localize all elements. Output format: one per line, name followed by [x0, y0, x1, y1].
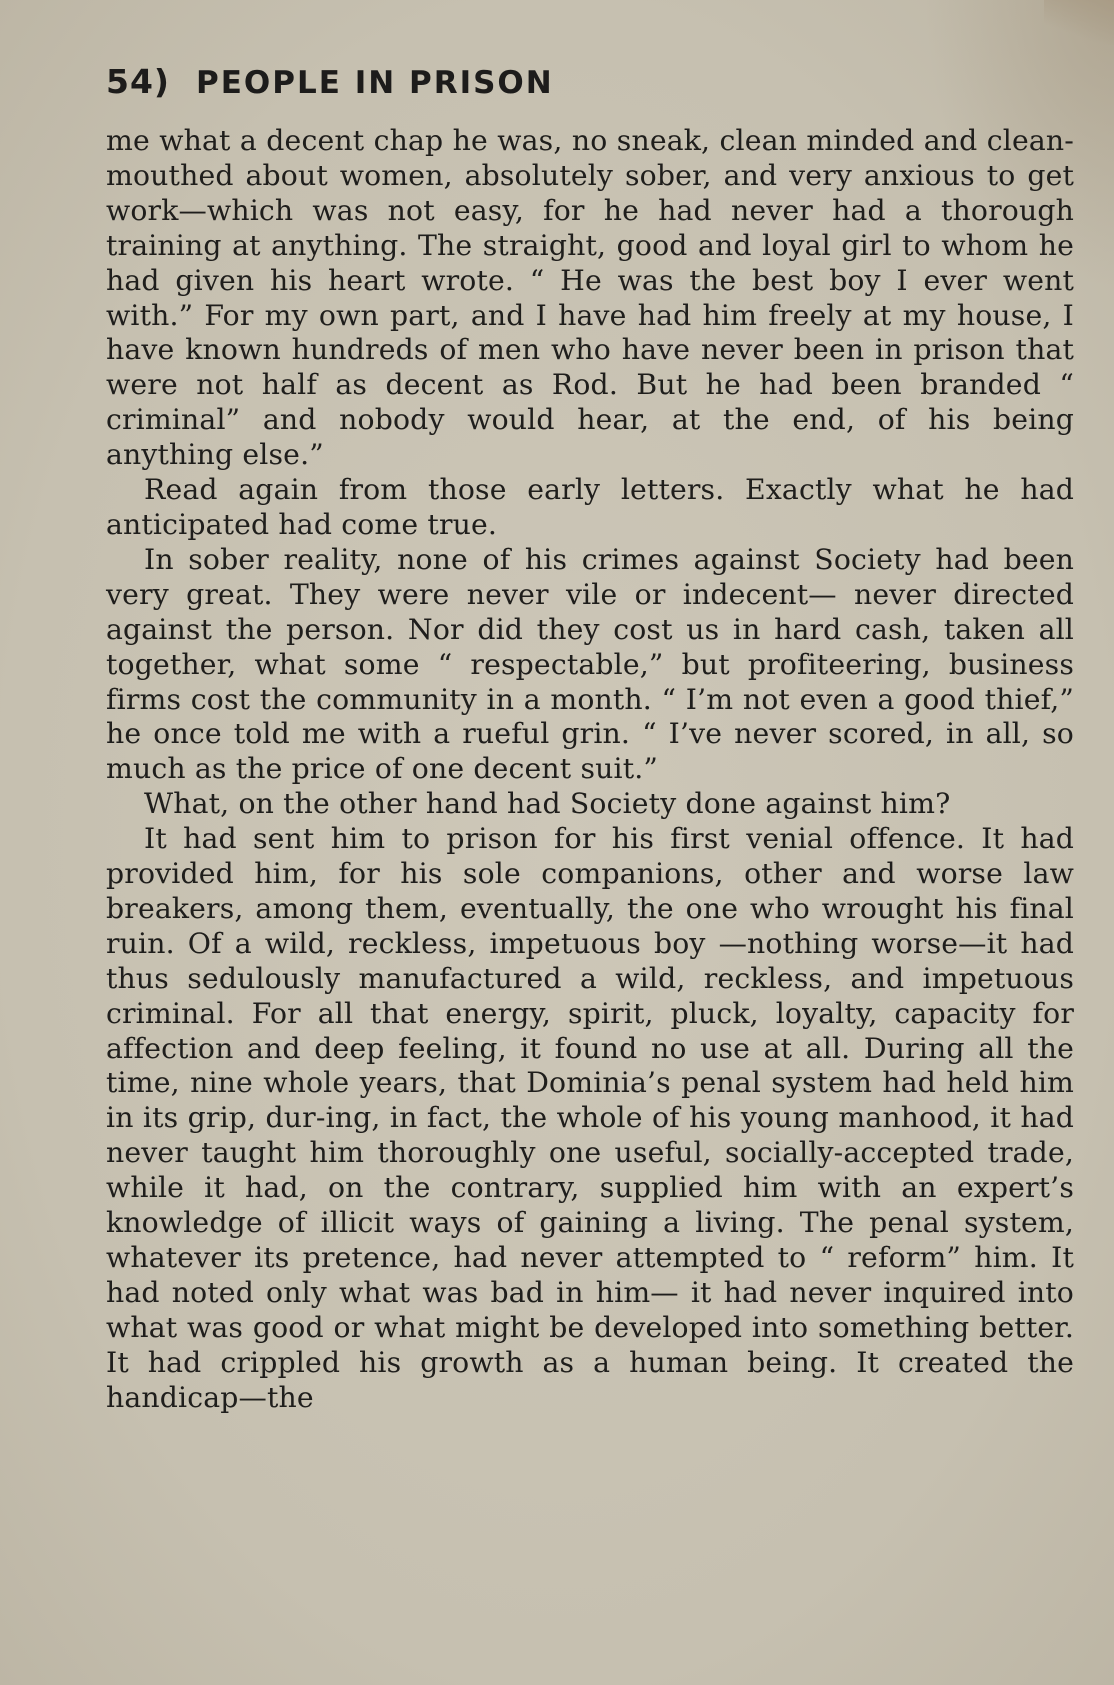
body-text: [106, 124, 1074, 1416]
running-header: [106, 62, 554, 110]
paragraph: In sober reality, none of his crimes against Society had been very great. They were never vile or indecent— never directed against the person. Nor did they cost us in hard cash, taken all together, what some “ respectable,” but profiteering, business firms cost the community in a month. “ I’m not even a good thief,” he once told me with a rueful grin. “ I’ve never scored, in all, so much as the price of one decent suit.”: [106, 542, 1074, 786]
paragraph: Read again from those early letters. Exactly what he had anticipated had come true.: [106, 473, 1074, 541]
paragraph: What, on the other hand had Society done against him?: [144, 787, 951, 821]
page-number: 54): [106, 62, 171, 101]
paragraph: me what a decent chap he was, no sneak, clean minded and clean-mouthed about women, absolutely sober, and very anxious to get work—which was not easy, for he had never had a thorough training at anything. The straight, good and loyal girl to whom he had given his heart wrote. “ He was the best boy I ever went with.” For my own part, and I have had him freely at my house, I have known hundreds of men who have never been in prison that were not half as decent as Rod. But he had been branded “ criminal” and nobody would hear, at the end, of his being anything else.”: [106, 124, 1074, 472]
paragraph: It had sent him to prison for his first venial offence. It had provided him, for his sole companions, other and worse law breakers, among them, eventually, the one who wrought his final ruin. Of a wild, reckless, impetuous boy —nothing worse—it had thus sedulously manufactured a wild, reckless, and impetuous criminal. For all that energy, spirit, pluck, loyalty, capacity for affection and deep feeling, it found no use at all. During all the time, nine whole years, that Dominia’s penal system had held him in its grip, dur-ing, in fact, the whole of his young manhood, it had never taught him thoroughly one useful, socially-accepted trade, while it had, on the contrary, supplied him with an expert’s knowledge of illicit ways of gaining a living. The penal system, whatever its pretence, had never attempted to “ reform” him. It had noted only what was bad in him— it had never inquired into what was good or what might be developed into something better. It had crippled his growth as a human being. It created the handicap—the: [106, 822, 1074, 1414]
running-title: PEOPLE IN PRISON: [196, 65, 554, 101]
page-corner-shadow: [1044, 0, 1114, 45]
